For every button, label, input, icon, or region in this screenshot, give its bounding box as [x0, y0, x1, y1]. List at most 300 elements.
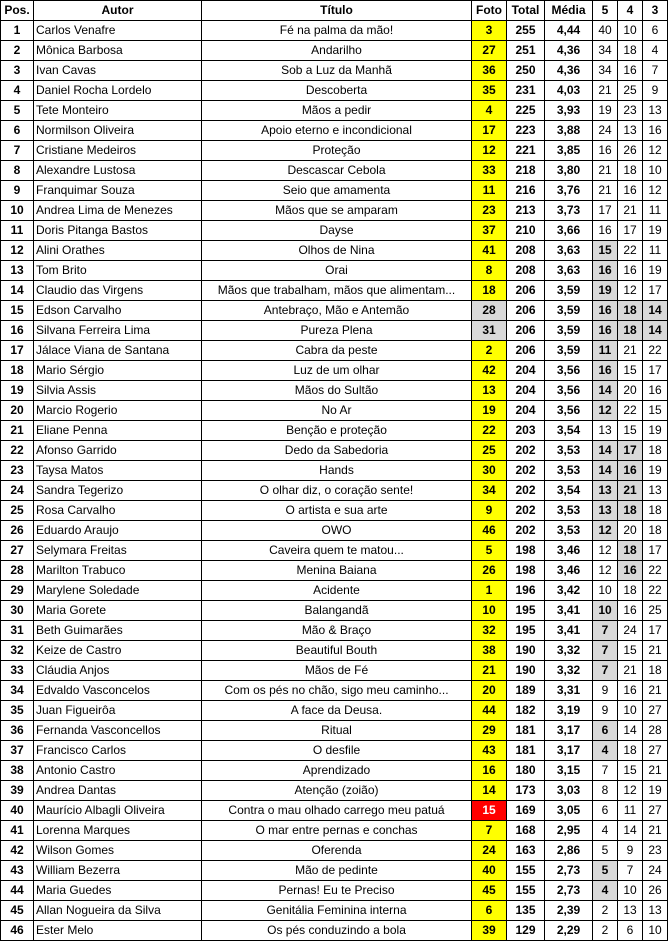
- cell-titulo: Benção e proteção: [202, 421, 472, 441]
- cell-pos: 5: [1, 101, 34, 121]
- cell-media: 3,59: [545, 321, 593, 341]
- cell-count-3: 17: [643, 361, 668, 381]
- cell-count-5: 16: [593, 321, 618, 341]
- cell-foto: 8: [472, 261, 507, 281]
- cell-foto: 31: [472, 321, 507, 341]
- cell-count-3: 19: [643, 261, 668, 281]
- cell-count-3: 21: [643, 821, 668, 841]
- cell-foto: 2: [472, 341, 507, 361]
- cell-total: 206: [507, 321, 545, 341]
- cell-titulo: OWO: [202, 521, 472, 541]
- cell-count-5: 6: [593, 721, 618, 741]
- cell-count-4: 18: [618, 161, 643, 181]
- cell-count-3: 18: [643, 661, 668, 681]
- cell-pos: 7: [1, 141, 34, 161]
- cell-titulo: O olhar diz, o coração sente!: [202, 481, 472, 501]
- cell-titulo: Olhos de Nina: [202, 241, 472, 261]
- cell-pos: 44: [1, 881, 34, 901]
- cell-media: 3,59: [545, 301, 593, 321]
- cell-media: 3,41: [545, 601, 593, 621]
- cell-count-5: 2: [593, 901, 618, 921]
- cell-foto: 30: [472, 461, 507, 481]
- cell-total: 202: [507, 481, 545, 501]
- cell-count-5: 6: [593, 801, 618, 821]
- cell-count-5: 34: [593, 61, 618, 81]
- cell-pos: 27: [1, 541, 34, 561]
- cell-media: 3,42: [545, 581, 593, 601]
- cell-total: 213: [507, 201, 545, 221]
- table-row: [1, 881, 668, 901]
- cell-count-4: 15: [618, 761, 643, 781]
- cell-total: 210: [507, 221, 545, 241]
- cell-autor: Silvana Ferreira Lima: [34, 321, 202, 341]
- cell-count-3: 24: [643, 861, 668, 881]
- cell-total: 155: [507, 861, 545, 881]
- cell-titulo: No Ar: [202, 401, 472, 421]
- cell-count-4: 15: [618, 641, 643, 661]
- cell-media: 3,88: [545, 121, 593, 141]
- cell-media: 3,17: [545, 741, 593, 761]
- cell-autor: Taysa Matos: [34, 461, 202, 481]
- cell-titulo: Proteção: [202, 141, 472, 161]
- cell-pos: 12: [1, 241, 34, 261]
- cell-media: 3,59: [545, 281, 593, 301]
- table-row: [1, 481, 668, 501]
- cell-count-4: 16: [618, 601, 643, 621]
- cell-count-4: 14: [618, 721, 643, 741]
- cell-count-4: 26: [618, 141, 643, 161]
- cell-count-4: 21: [618, 661, 643, 681]
- cell-foto: 34: [472, 481, 507, 501]
- cell-pos: 8: [1, 161, 34, 181]
- cell-autor: Cláudia Anjos: [34, 661, 202, 681]
- cell-count-4: 18: [618, 741, 643, 761]
- cell-count-3: 9: [643, 81, 668, 101]
- cell-count-4: 18: [618, 41, 643, 61]
- cell-pos: 28: [1, 561, 34, 581]
- cell-foto: 37: [472, 221, 507, 241]
- cell-count-3: 21: [643, 681, 668, 701]
- cell-count-3: 17: [643, 621, 668, 641]
- cell-autor: Claudio das Virgens: [34, 281, 202, 301]
- cell-count-4: 16: [618, 461, 643, 481]
- cell-titulo: Os pés conduzindo a bola: [202, 921, 472, 941]
- cell-foto: 21: [472, 661, 507, 681]
- cell-total: 206: [507, 281, 545, 301]
- cell-total: 189: [507, 681, 545, 701]
- cell-pos: 45: [1, 901, 34, 921]
- cell-total: 129: [507, 921, 545, 941]
- cell-foto: 38: [472, 641, 507, 661]
- cell-media: 3,03: [545, 781, 593, 801]
- cell-total: 204: [507, 361, 545, 381]
- cell-pos: 18: [1, 361, 34, 381]
- cell-pos: 38: [1, 761, 34, 781]
- cell-count-3: 10: [643, 921, 668, 941]
- table-row: [1, 361, 668, 381]
- cell-titulo: Aprendizado: [202, 761, 472, 781]
- cell-pos: 25: [1, 501, 34, 521]
- cell-foto: 39: [472, 921, 507, 941]
- cell-foto: 1: [472, 581, 507, 601]
- cell-count-3: 19: [643, 781, 668, 801]
- cell-titulo: Cabra da peste: [202, 341, 472, 361]
- cell-pos: 42: [1, 841, 34, 861]
- table-row: [1, 321, 668, 341]
- cell-media: 3,63: [545, 261, 593, 281]
- cell-foto: 17: [472, 121, 507, 141]
- cell-count-4: 6: [618, 921, 643, 941]
- cell-count-5: 16: [593, 221, 618, 241]
- cell-autor: Francisco Carlos: [34, 741, 202, 761]
- cell-count-5: 14: [593, 441, 618, 461]
- cell-foto: 42: [472, 361, 507, 381]
- cell-count-3: 16: [643, 381, 668, 401]
- cell-autor: Cristiane Medeiros: [34, 141, 202, 161]
- cell-titulo: Hands: [202, 461, 472, 481]
- cell-autor: Marylene Soledade: [34, 581, 202, 601]
- cell-titulo: Caveira quem te matou...: [202, 541, 472, 561]
- header-count-3: 3: [643, 1, 668, 21]
- cell-count-4: 12: [618, 781, 643, 801]
- cell-total: 173: [507, 781, 545, 801]
- table-row: [1, 381, 668, 401]
- cell-autor: Beth Guimarães: [34, 621, 202, 641]
- cell-titulo: Antebraço, Mão e Antemão: [202, 301, 472, 321]
- cell-total: 231: [507, 81, 545, 101]
- cell-media: 3,73: [545, 201, 593, 221]
- cell-titulo: Mãos que trabalham, mãos que alimentam...: [202, 281, 472, 301]
- cell-count-5: 12: [593, 401, 618, 421]
- cell-total: 202: [507, 521, 545, 541]
- header-count-4: 4: [618, 1, 643, 21]
- cell-autor: Doris Pitanga Bastos: [34, 221, 202, 241]
- cell-total: 198: [507, 561, 545, 581]
- cell-count-4: 16: [618, 61, 643, 81]
- cell-count-5: 11: [593, 341, 618, 361]
- cell-media: 3,76: [545, 181, 593, 201]
- table-row: [1, 761, 668, 781]
- cell-count-3: 6: [643, 21, 668, 41]
- header-autor: Autor: [34, 1, 202, 21]
- cell-autor: Maria Guedes: [34, 881, 202, 901]
- cell-autor: Franquimar Souza: [34, 181, 202, 201]
- cell-total: 180: [507, 761, 545, 781]
- cell-pos: 40: [1, 801, 34, 821]
- cell-media: 3,53: [545, 441, 593, 461]
- cell-count-4: 16: [618, 181, 643, 201]
- cell-titulo: O artista e sua arte: [202, 501, 472, 521]
- cell-pos: 33: [1, 661, 34, 681]
- cell-total: 204: [507, 401, 545, 421]
- table-row: [1, 281, 668, 301]
- cell-total: 135: [507, 901, 545, 921]
- table-row: [1, 421, 668, 441]
- cell-pos: 11: [1, 221, 34, 241]
- cell-autor: Eduardo Araujo: [34, 521, 202, 541]
- cell-total: 195: [507, 621, 545, 641]
- cell-pos: 10: [1, 201, 34, 221]
- cell-autor: Alexandre Lustosa: [34, 161, 202, 181]
- cell-titulo: Menina Baiana: [202, 561, 472, 581]
- cell-autor: Sandra Tegerizo: [34, 481, 202, 501]
- table-row: [1, 21, 668, 41]
- cell-media: 4,03: [545, 81, 593, 101]
- cell-count-4: 9: [618, 841, 643, 861]
- cell-count-4: 18: [618, 581, 643, 601]
- cell-count-4: 22: [618, 241, 643, 261]
- cell-foto: 41: [472, 241, 507, 261]
- table-row: [1, 461, 668, 481]
- cell-count-4: 25: [618, 81, 643, 101]
- table-row: [1, 841, 668, 861]
- cell-count-5: 21: [593, 181, 618, 201]
- cell-total: 190: [507, 641, 545, 661]
- cell-media: 3,80: [545, 161, 593, 181]
- cell-pos: 34: [1, 681, 34, 701]
- table-row: [1, 261, 668, 281]
- cell-total: 182: [507, 701, 545, 721]
- cell-pos: 26: [1, 521, 34, 541]
- cell-count-5: 7: [593, 761, 618, 781]
- cell-count-4: 15: [618, 421, 643, 441]
- cell-total: 223: [507, 121, 545, 141]
- cell-total: 206: [507, 341, 545, 361]
- cell-media: 3,54: [545, 421, 593, 441]
- cell-autor: Andrea Dantas: [34, 781, 202, 801]
- header-count-5: 5: [593, 1, 618, 21]
- table-row: [1, 921, 668, 941]
- cell-count-3: 16: [643, 121, 668, 141]
- cell-count-3: 4: [643, 41, 668, 61]
- table-row: [1, 861, 668, 881]
- cell-pos: 46: [1, 921, 34, 941]
- cell-count-3: 22: [643, 581, 668, 601]
- cell-count-5: 21: [593, 161, 618, 181]
- cell-titulo: Luz de um olhar: [202, 361, 472, 381]
- table-row: [1, 161, 668, 181]
- cell-pos: 41: [1, 821, 34, 841]
- table-row: [1, 141, 668, 161]
- table-row: [1, 61, 668, 81]
- cell-autor: Edvaldo Vasconcelos: [34, 681, 202, 701]
- cell-titulo: Pureza Plena: [202, 321, 472, 341]
- cell-count-5: 7: [593, 641, 618, 661]
- cell-count-4: 7: [618, 861, 643, 881]
- cell-autor: Fernanda Vasconcellos: [34, 721, 202, 741]
- cell-count-5: 4: [593, 821, 618, 841]
- cell-autor: William Bezerra: [34, 861, 202, 881]
- cell-pos: 20: [1, 401, 34, 421]
- cell-count-5: 24: [593, 121, 618, 141]
- cell-foto: 3: [472, 21, 507, 41]
- cell-total: 225: [507, 101, 545, 121]
- cell-titulo: Apoio eterno e incondicional: [202, 121, 472, 141]
- header-media: Média: [545, 1, 593, 21]
- cell-titulo: Com os pés no chão, sigo meu caminho...: [202, 681, 472, 701]
- cell-media: 2,73: [545, 861, 593, 881]
- table-row: [1, 201, 668, 221]
- cell-media: 3,93: [545, 101, 593, 121]
- cell-media: 3,53: [545, 461, 593, 481]
- cell-total: 202: [507, 441, 545, 461]
- cell-pos: 2: [1, 41, 34, 61]
- cell-titulo: Descoberta: [202, 81, 472, 101]
- cell-media: 3,32: [545, 661, 593, 681]
- cell-pos: 35: [1, 701, 34, 721]
- cell-count-3: 10: [643, 161, 668, 181]
- cell-foto: 12: [472, 141, 507, 161]
- cell-titulo: Genitália Feminina interna: [202, 901, 472, 921]
- cell-count-4: 24: [618, 621, 643, 641]
- cell-media: 3,17: [545, 721, 593, 741]
- cell-count-3: 19: [643, 421, 668, 441]
- cell-count-4: 22: [618, 401, 643, 421]
- cell-autor: Ester Melo: [34, 921, 202, 941]
- table-row: [1, 901, 668, 921]
- cell-titulo: Andarilho: [202, 41, 472, 61]
- table-row: [1, 301, 668, 321]
- cell-foto: 28: [472, 301, 507, 321]
- cell-autor: Alini Orathes: [34, 241, 202, 261]
- cell-count-3: 22: [643, 341, 668, 361]
- cell-total: 218: [507, 161, 545, 181]
- cell-count-3: 13: [643, 481, 668, 501]
- cell-media: 2,73: [545, 881, 593, 901]
- cell-count-5: 17: [593, 201, 618, 221]
- cell-count-5: 12: [593, 541, 618, 561]
- cell-pos: 32: [1, 641, 34, 661]
- cell-count-3: 14: [643, 321, 668, 341]
- cell-foto: 29: [472, 721, 507, 741]
- cell-count-5: 2: [593, 921, 618, 941]
- cell-foto: 16: [472, 761, 507, 781]
- cell-media: 3,56: [545, 361, 593, 381]
- cell-titulo: Pernas! Eu te Preciso: [202, 881, 472, 901]
- cell-total: 168: [507, 821, 545, 841]
- cell-count-5: 10: [593, 581, 618, 601]
- cell-pos: 23: [1, 461, 34, 481]
- cell-autor: Ivan Cavas: [34, 61, 202, 81]
- cell-count-3: 13: [643, 901, 668, 921]
- cell-titulo: Oferenda: [202, 841, 472, 861]
- cell-titulo: Ritual: [202, 721, 472, 741]
- cell-media: 3,32: [545, 641, 593, 661]
- cell-autor: Antonio Castro: [34, 761, 202, 781]
- cell-foto: 5: [472, 541, 507, 561]
- cell-count-3: 12: [643, 141, 668, 161]
- cell-total: 204: [507, 381, 545, 401]
- cell-count-4: 18: [618, 301, 643, 321]
- cell-count-3: 17: [643, 281, 668, 301]
- cell-media: 3,46: [545, 561, 593, 581]
- cell-pos: 39: [1, 781, 34, 801]
- table-row: [1, 501, 668, 521]
- cell-foto: 26: [472, 561, 507, 581]
- cell-foto: 4: [472, 101, 507, 121]
- cell-total: 169: [507, 801, 545, 821]
- cell-pos: 21: [1, 421, 34, 441]
- cell-total: 195: [507, 601, 545, 621]
- cell-total: 181: [507, 741, 545, 761]
- cell-count-5: 8: [593, 781, 618, 801]
- cell-autor: Lorenna Marques: [34, 821, 202, 841]
- cell-titulo: Mão & Braço: [202, 621, 472, 641]
- cell-pos: 3: [1, 61, 34, 81]
- table-row: [1, 801, 668, 821]
- cell-pos: 14: [1, 281, 34, 301]
- cell-foto: 19: [472, 401, 507, 421]
- cell-count-4: 16: [618, 261, 643, 281]
- header-titulo: Título: [202, 1, 472, 21]
- cell-media: 4,36: [545, 61, 593, 81]
- cell-foto: 25: [472, 441, 507, 461]
- cell-foto: 43: [472, 741, 507, 761]
- cell-count-5: 9: [593, 681, 618, 701]
- cell-total: 190: [507, 661, 545, 681]
- cell-foto: 23: [472, 201, 507, 221]
- cell-pos: 36: [1, 721, 34, 741]
- cell-count-3: 27: [643, 701, 668, 721]
- cell-count-5: 21: [593, 81, 618, 101]
- cell-total: 202: [507, 501, 545, 521]
- cell-count-3: 21: [643, 761, 668, 781]
- cell-total: 163: [507, 841, 545, 861]
- cell-count-3: 28: [643, 721, 668, 741]
- cell-count-3: 19: [643, 221, 668, 241]
- cell-autor: Maurício Albagli Oliveira: [34, 801, 202, 821]
- cell-autor: Carlos Venafre: [34, 21, 202, 41]
- cell-autor: Juan Figueirôa: [34, 701, 202, 721]
- cell-count-5: 13: [593, 421, 618, 441]
- cell-titulo: Sob a Luz da Manhã: [202, 61, 472, 81]
- cell-count-3: 7: [643, 61, 668, 81]
- cell-titulo: Dedo da Sabedoria: [202, 441, 472, 461]
- table-row: [1, 561, 668, 581]
- cell-count-5: 5: [593, 861, 618, 881]
- cell-count-3: 18: [643, 501, 668, 521]
- cell-count-3: 18: [643, 441, 668, 461]
- cell-pos: 15: [1, 301, 34, 321]
- cell-media: 3,66: [545, 221, 593, 241]
- cell-pos: 16: [1, 321, 34, 341]
- cell-media: 3,15: [545, 761, 593, 781]
- cell-media: 3,54: [545, 481, 593, 501]
- cell-pos: 29: [1, 581, 34, 601]
- cell-foto: 32: [472, 621, 507, 641]
- cell-count-5: 13: [593, 501, 618, 521]
- cell-count-4: 11: [618, 801, 643, 821]
- cell-autor: Jálace Viana de Santana: [34, 341, 202, 361]
- cell-count-5: 5: [593, 841, 618, 861]
- cell-titulo: A face da Deusa.: [202, 701, 472, 721]
- cell-autor: Mario Sérgio: [34, 361, 202, 381]
- cell-titulo: O mar entre pernas e conchas: [202, 821, 472, 841]
- cell-titulo: Mão de pedinte: [202, 861, 472, 881]
- cell-pos: 13: [1, 261, 34, 281]
- cell-foto: 36: [472, 61, 507, 81]
- cell-pos: 30: [1, 601, 34, 621]
- cell-count-5: 40: [593, 21, 618, 41]
- cell-autor: Selymara Freitas: [34, 541, 202, 561]
- cell-autor: Maria Gorete: [34, 601, 202, 621]
- cell-count-5: 19: [593, 101, 618, 121]
- cell-pos: 19: [1, 381, 34, 401]
- cell-count-5: 12: [593, 521, 618, 541]
- cell-count-5: 14: [593, 381, 618, 401]
- cell-autor: Afonso Garrido: [34, 441, 202, 461]
- cell-total: 181: [507, 721, 545, 741]
